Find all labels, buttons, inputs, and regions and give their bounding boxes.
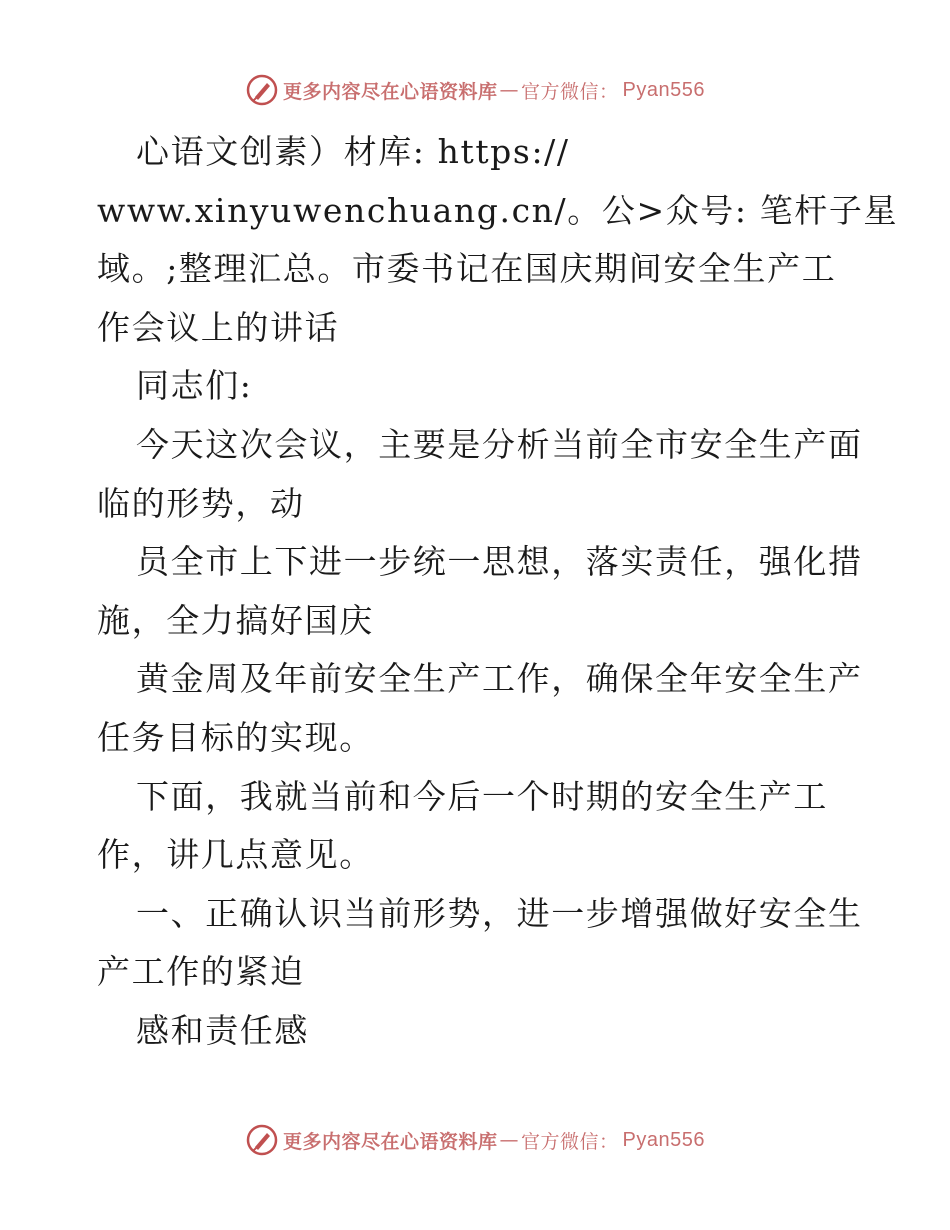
text-line: 今天这次会议，主要是分析当前全市安全生产面 (136, 424, 863, 464)
text-line: 感和责任感 (136, 1010, 309, 1050)
footer-wechat-handle: Pyan556 (622, 1128, 705, 1151)
text-line: 一、正确认识当前形势，进一步增强做好安全生 (136, 893, 863, 933)
text-line: 作会议上的讲话 (97, 307, 340, 347)
text-line: 心语文创素）材库: https:// (136, 132, 570, 171)
header-main-text: 更多内容尽在心语资料库 (283, 80, 498, 103)
footer-wechat-label: 官方微信： (521, 1130, 619, 1153)
brand-logo-icon (245, 1123, 279, 1157)
text-line: www.xinyuwenchuang.cn/。公>众号: 笔杆子星 (97, 190, 899, 230)
document-body (97, 123, 899, 1061)
footer-main-text: 更多内容尽在心语资料库 (283, 1130, 498, 1153)
header-banner (0, 70, 950, 110)
text-line: 临的形势，动 (97, 483, 305, 523)
text-line: 产工作的紧迫 (97, 952, 305, 992)
footer-banner (0, 1120, 950, 1160)
header-separator: — (499, 79, 520, 101)
text-line: 施，全力搞好国庆 (97, 600, 374, 640)
footer-separator: — (499, 1129, 520, 1151)
text-line: 域。;整理汇总。市委书记在国庆期间安全生产工 (97, 249, 837, 289)
text-line: 黄金周及年前安全生产工作，确保全年安全生产 (136, 659, 863, 699)
header-wechat-handle: Pyan556 (622, 78, 705, 101)
text-line: 员全市上下进一步统一思想，落实责任，强化措 (136, 542, 863, 582)
header-wechat-label: 官方微信： (521, 80, 619, 103)
text-line: 任务目标的实现。 (97, 717, 374, 757)
text-line: 同志们: (136, 366, 253, 406)
brand-logo-icon (245, 73, 279, 107)
text-line: 作，讲几点意见。 (97, 835, 374, 875)
text-line: 下面，我就当前和今后一个时期的安全生产工 (136, 776, 828, 816)
